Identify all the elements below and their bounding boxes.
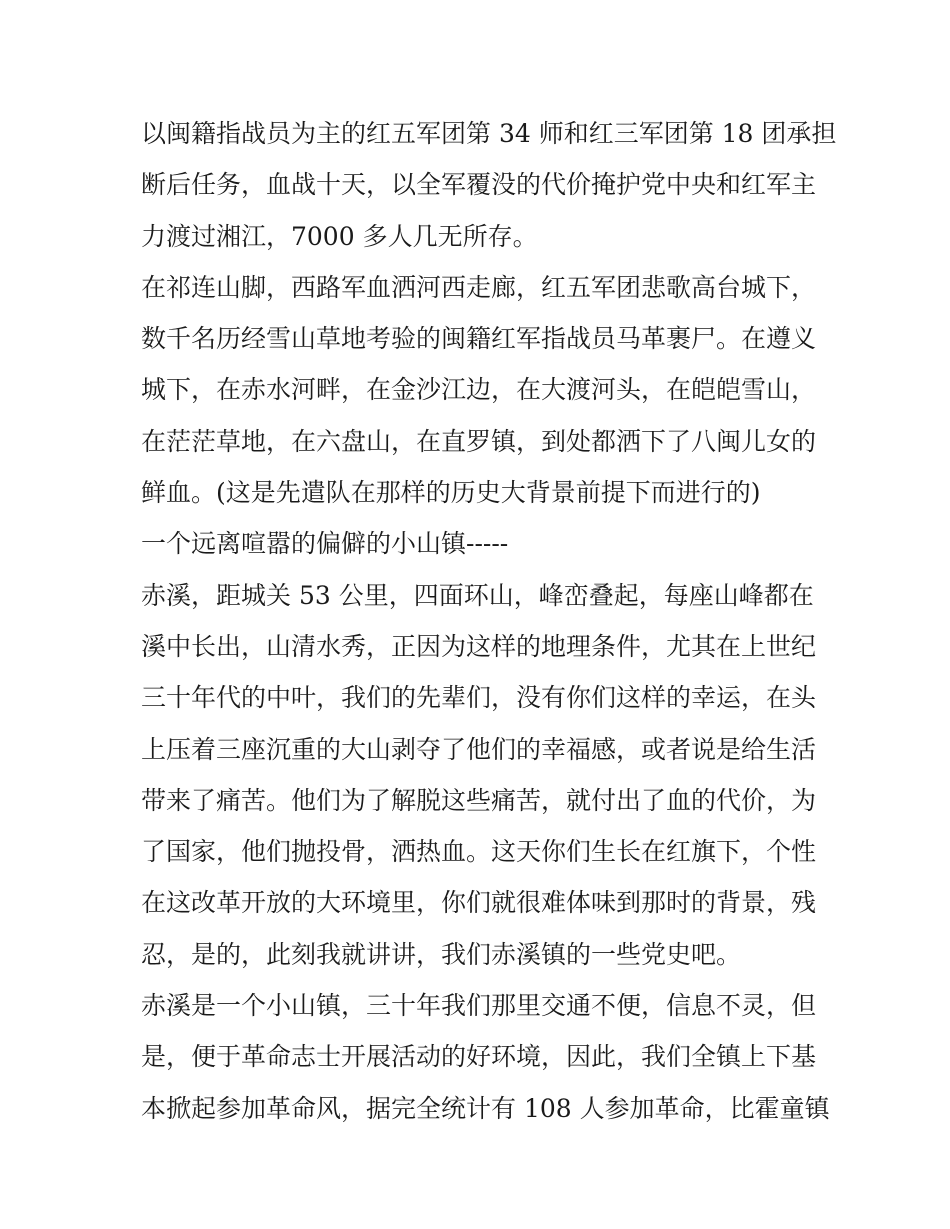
text-line: 本掀起参加革命风，据完全统计有 108 人参加革命，比霍童镇 [141, 1093, 830, 1123]
text-line: 了国家，他们抛投骨，洒热血。这天你们生长在红旗下，个性 [141, 837, 817, 867]
paragraph [141, 570, 816, 980]
text-line: 是，便于革命志士开展活动的好环境，因此，我们全镇上下基 [141, 1042, 817, 1072]
paragraph [141, 262, 816, 518]
text-line: 赤溪是一个小山镇，三十年我们那里交通不便，信息不灵，但 [141, 991, 817, 1021]
text-line: 赤溪，距城关 53 公里，四面环山，峰峦叠起，每座山峰都在 [141, 580, 814, 610]
text-line: 三十年代的中叶，我们的先辈们，没有你们这样的幸运，在头 [141, 683, 817, 713]
text-line: 在茫茫草地，在六盘山，在直罗镇，到处都洒下了八闽儿女的 [141, 426, 817, 456]
text-line: 断后任务，血战十天，以全军覆没的代价掩护党中央和红军主 [141, 170, 817, 200]
text-line: 在这改革开放的大环境里，你们就很难体味到那时的背景，残 [141, 888, 817, 918]
text-line: 以闽籍指战员为主的红五军团第 34 师和红三军团第 18 团承担 [141, 119, 837, 148]
text-line: 一个远离喧嚣的偏僻的小山镇----- [141, 529, 509, 559]
paragraph [141, 980, 830, 1134]
paragraph [141, 518, 816, 569]
text-line: 鲜血。(这是先遣队在那样的历史大背景前提下而进行的) [141, 478, 761, 508]
paragraph [141, 108, 837, 262]
text-line: 城下，在赤水河畔，在金沙江边，在大渡河头，在皑皑雪山， [141, 375, 817, 405]
text-line: 数千名历经雪山草地考验的闽籍红军指战员马革裹尸。在遵义 [141, 324, 817, 354]
document-body [141, 108, 837, 1134]
text-line: 力渡过湘江，7000 多人几无所存。 [141, 221, 538, 251]
text-line: 溪中长出，山清水秀，正因为这样的地理条件，尤其在上世纪 [141, 631, 817, 661]
text-line: 上压着三座沉重的大山剥夺了他们的幸福感，或者说是给生活 [141, 734, 817, 764]
text-line: 带来了痛苦。他们为了解脱这些痛苦，就付出了血的代价，为 [141, 785, 817, 815]
text-line: 在祁连山脚，西路军血洒河西走廊，红五军团悲歌高台城下， [141, 272, 817, 302]
text-line: 忍，是的，此刻我就讲讲，我们赤溪镇的一些党史吧。 [141, 939, 742, 969]
